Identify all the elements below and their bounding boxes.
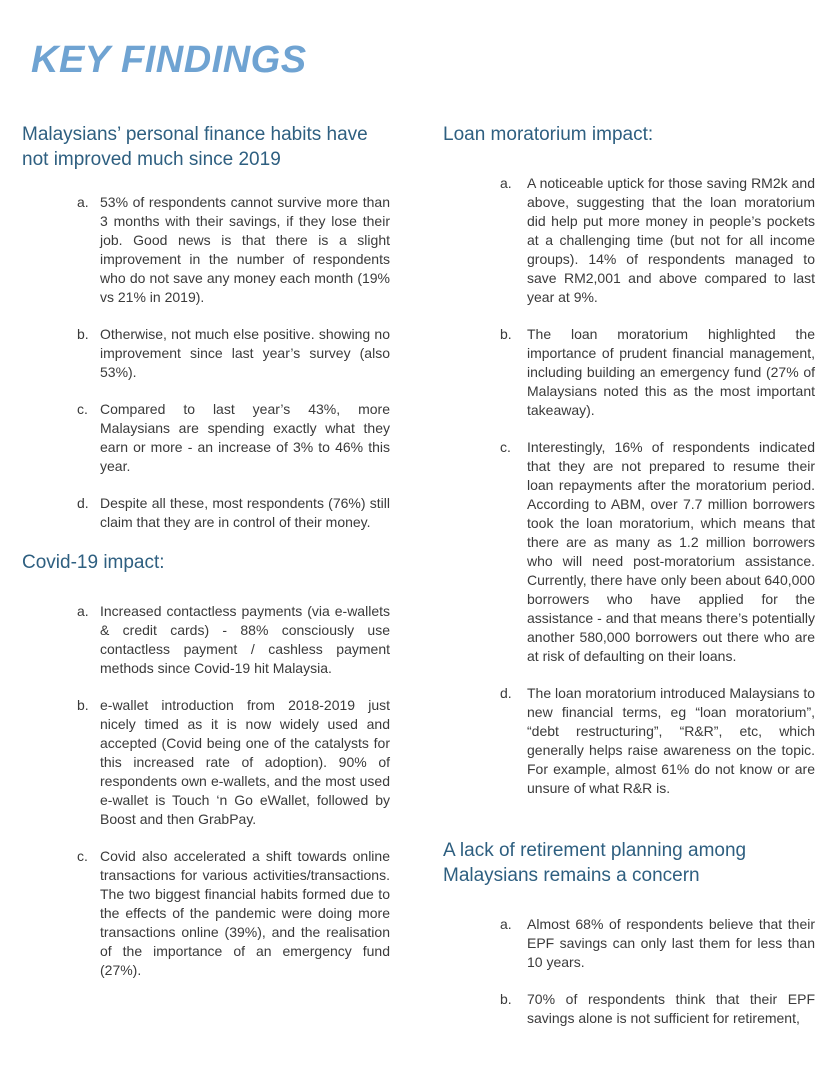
item-letter: b.	[77, 697, 89, 713]
item-text: 70% of respondents think that their EPF savings alone is not sufficient for retirement,	[527, 991, 815, 1026]
item-text: Despite all these, most respondents (76%) still claim that they are in control of their money.	[100, 495, 390, 530]
item-letter: c.	[77, 848, 88, 864]
item-text: The loan moratorium introduced Malaysians to new financial terms, eg “loan moratorium”, “debt restructuring”, “R&R”, etc, which generally helps raise awareness on the topic. For example, almost 61% do not know or are unsure of what R&R is.	[527, 685, 815, 796]
item-text: The loan moratorium highlighted the importance of prudent financial management, including building an emergency fund (27% of Malaysians noted this as the most important takeaway).	[527, 326, 815, 418]
left-column	[22, 122, 390, 998]
item-letter: c.	[500, 439, 511, 455]
item-letter: a.	[77, 194, 89, 210]
item-text: Almost 68% of respondents believe that their EPF savings can only last them for less than 10 years.	[527, 916, 815, 970]
section-covid-impact	[22, 550, 390, 980]
item-text: A noticeable uptick for those saving RM2k and above, suggesting that the loan moratorium did help put more money in people’s pockets at a challenging time (but not for all income groups). 14% of respondents managed to save RM2,001 and above compared to last year at 9%.	[527, 175, 815, 305]
lettered-list	[443, 915, 815, 1028]
list-item	[443, 915, 815, 972]
lettered-list	[22, 193, 390, 532]
page-title: KEY FINDINGS	[31, 39, 307, 82]
item-text: e-wallet introduction from 2018-2019 just nicely timed as it is now widely used and accepted (Covid being one of the catalysts for this increased rate of adoption). 90% of respondents own e-wallets, and the most used e-wallet is Touch ‘n Go eWallet, followed by Boost and then GrabPay.	[100, 697, 390, 827]
item-letter: a.	[77, 603, 89, 619]
item-text: Compared to last year’s 43%, more Malaysians are spending exactly what they earn or more - an increase of 3% to 46% this year.	[100, 401, 390, 474]
item-text: Increased contactless payments (via e-wallets & credit cards) - 88% consciously use contactless payment / cashless payment methods since Covid-19 hit Malaysia.	[100, 603, 390, 676]
item-letter: b.	[500, 991, 512, 1007]
item-letter: c.	[77, 401, 88, 417]
item-text: Covid also accelerated a shift towards online transactions for various activities/transactions. The two biggest financial habits formed due to the effects of the pandemic were doing more transactions online (39%), and the realisation of the importance of an emergency fund (27%).	[100, 848, 390, 978]
right-column	[443, 122, 815, 1046]
section-retirement-planning	[443, 838, 815, 1028]
list-item	[22, 602, 390, 678]
list-item	[443, 990, 815, 1028]
section-heading: A lack of retirement planning among Malaysians remains a concern	[443, 840, 747, 886]
item-letter: a.	[500, 916, 512, 932]
list-item	[22, 400, 390, 476]
item-text: 53% of respondents cannot survive more than 3 months with their savings, if they lose their job. Good news is that there is a slight improvement in the number of respondents who do not save any money each month (19% vs 21% in 2019).	[100, 194, 390, 305]
list-item	[443, 174, 815, 307]
item-letter: b.	[77, 326, 89, 342]
list-item	[22, 847, 390, 980]
list-item	[22, 494, 390, 532]
list-item	[443, 325, 815, 420]
lettered-list	[443, 174, 815, 798]
item-letter: b.	[500, 326, 512, 342]
item-letter: d.	[500, 685, 512, 701]
item-text: Interestingly, 16% of respondents indicated that they are not prepared to resume their loan repayments after the moratorium period. According to ABM, over 7.7 million borrowers took the loan moratorium, which means that there are as many as 1.2 million borrowers who will need post-moratorium assistance. Currently, there have only been about 640,000 borrowers who have applied for the assistance - and that means there’s potentially another 580,000 borrowers out there who are at risk of defaulting on their loans.	[527, 439, 815, 664]
item-letter: d.	[77, 495, 89, 511]
list-item	[22, 696, 390, 829]
list-item	[443, 684, 815, 798]
item-text: Otherwise, not much else positive. showing no improvement since last year’s survey (also 53%).	[100, 326, 390, 380]
list-item	[22, 325, 390, 382]
section-personal-finance-habits	[22, 122, 390, 532]
section-loan-moratorium-impact	[443, 122, 815, 798]
section-heading: Loan moratorium impact:	[443, 124, 654, 145]
list-item	[443, 438, 815, 666]
item-letter: a.	[500, 175, 512, 191]
lettered-list	[22, 602, 390, 980]
section-heading: Covid-19 impact:	[22, 552, 165, 573]
list-item	[22, 193, 390, 307]
section-heading: Malaysians’ personal finance habits have not improved much since 2019	[22, 124, 368, 170]
